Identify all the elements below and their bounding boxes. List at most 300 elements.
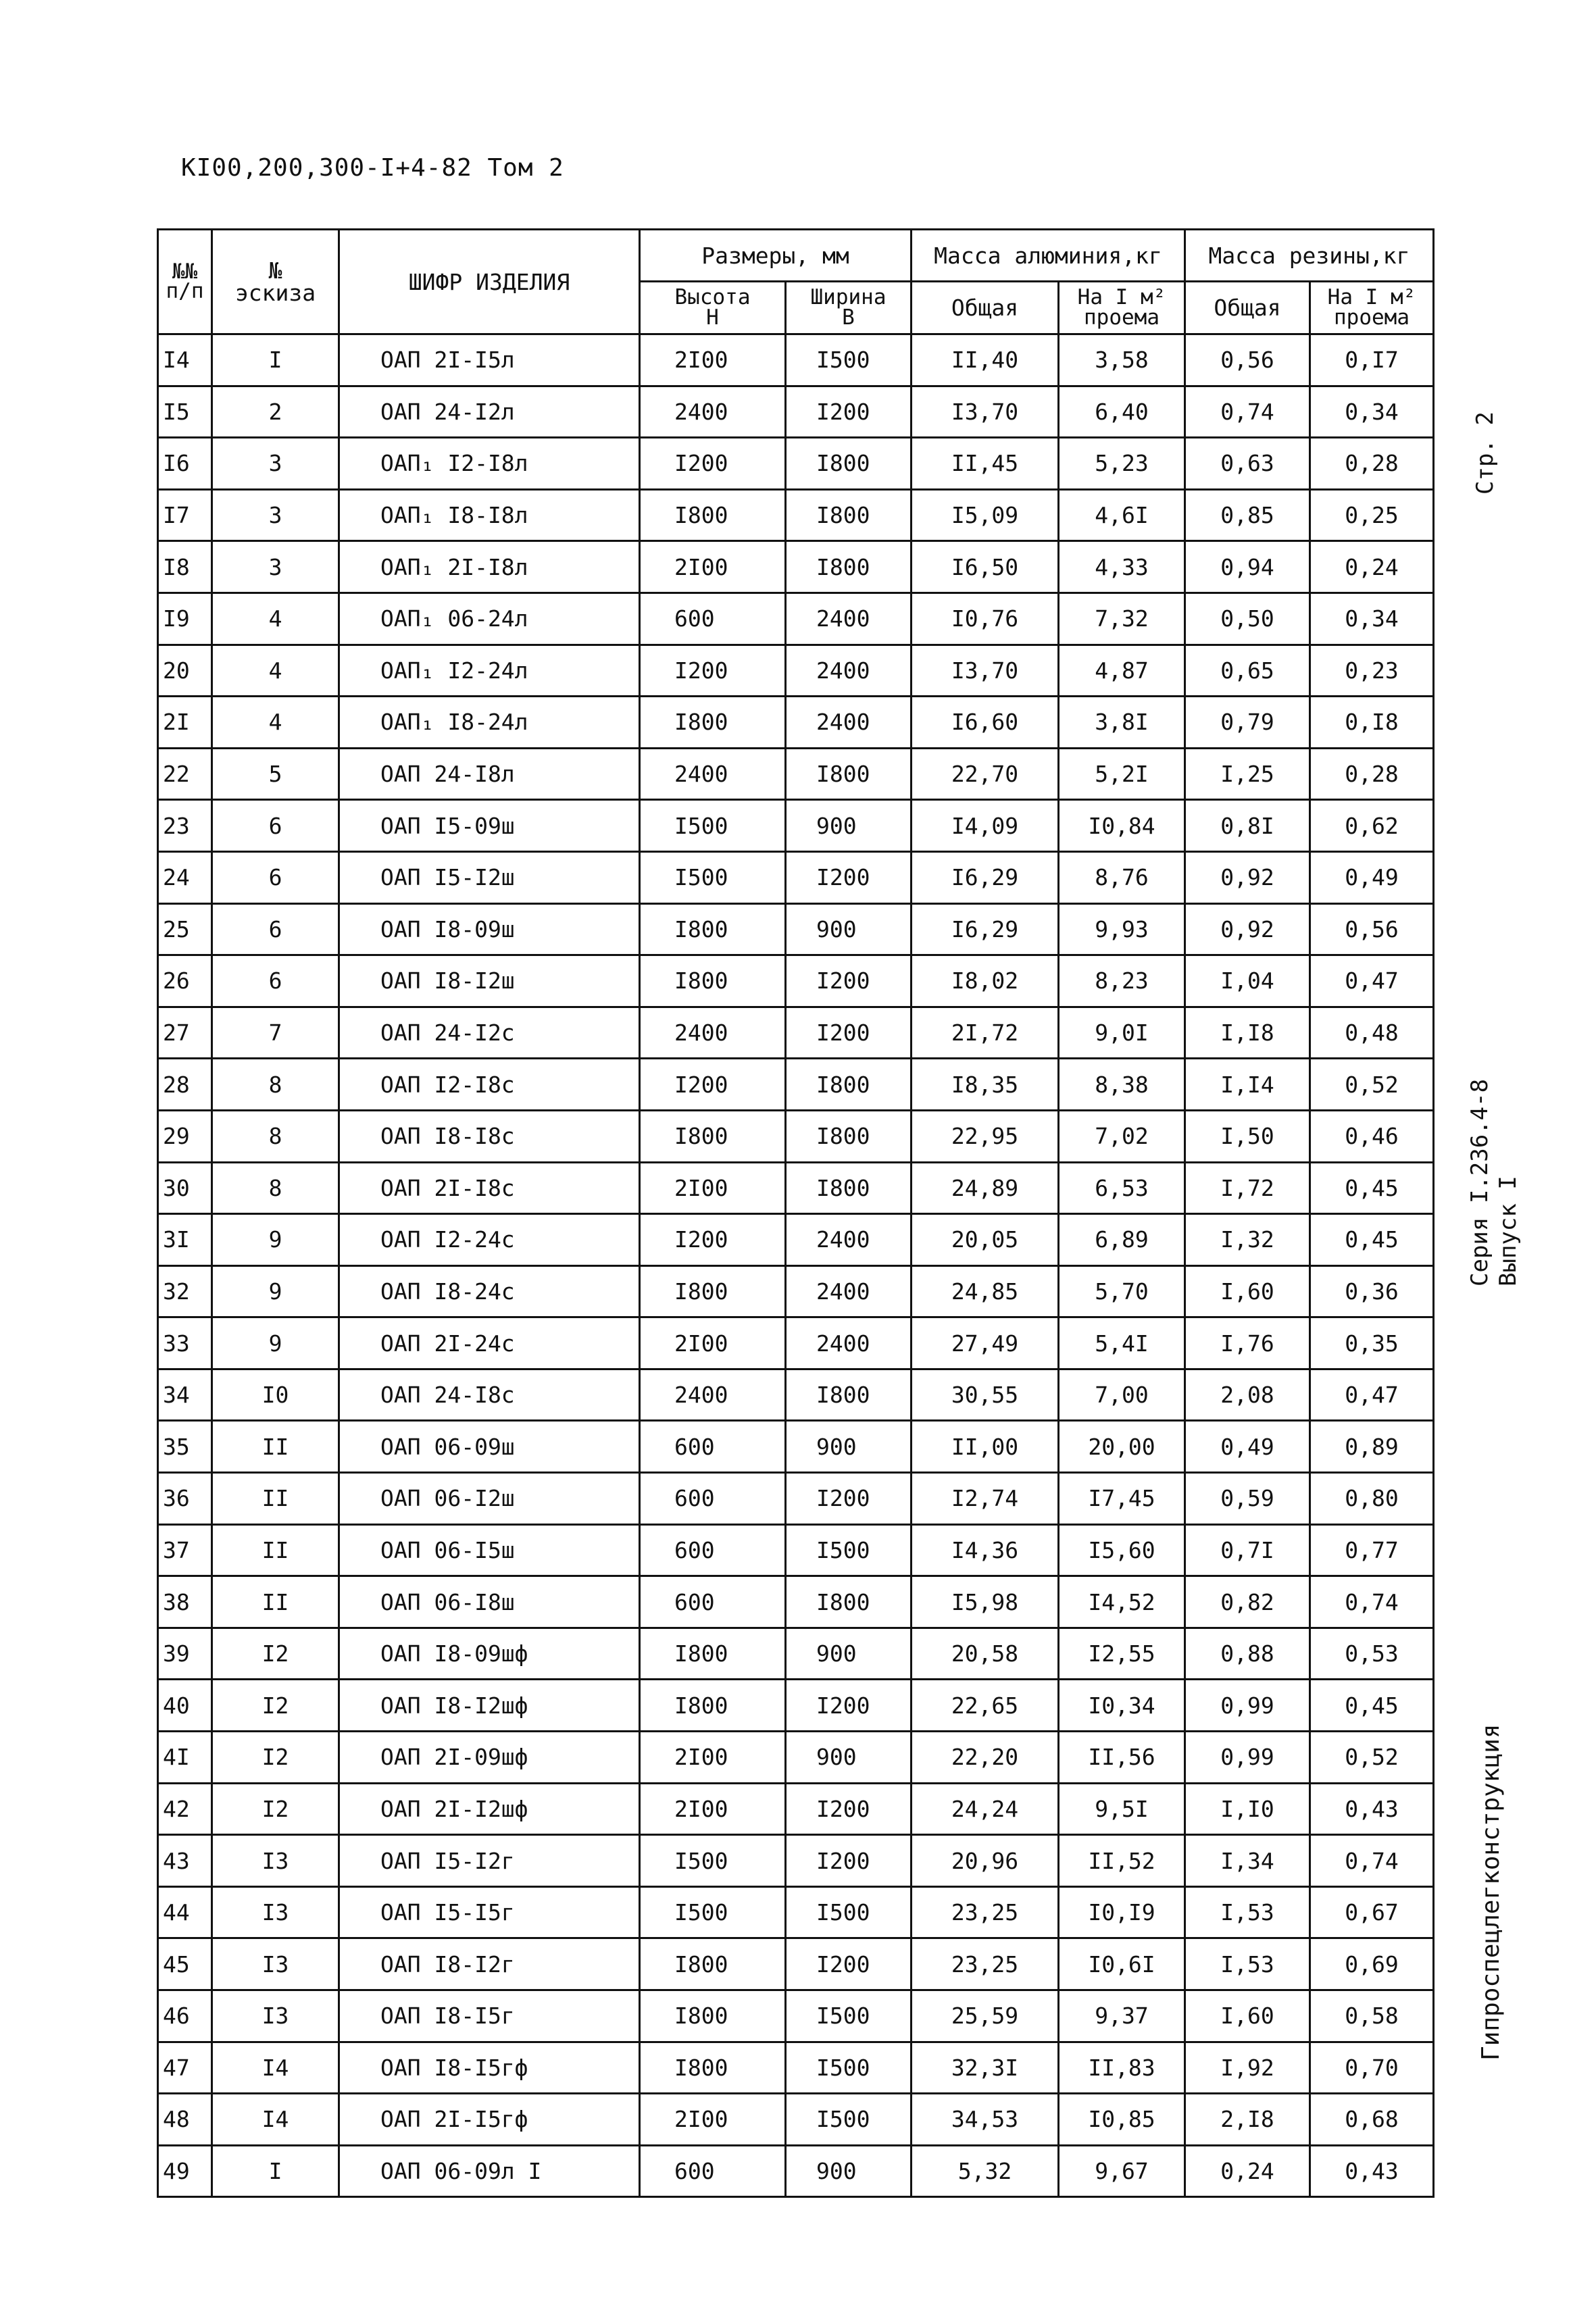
rubber-per-m2-cell: 0,74 [1310, 1576, 1434, 1628]
aluminium-total-cell: I4,09 [912, 800, 1059, 852]
rubber-total-cell: I,50 [1185, 1110, 1310, 1162]
width-value-cell: I500 [786, 2094, 912, 2146]
row-number-cell: I9 [158, 593, 212, 645]
width-value-cell: I500 [786, 1990, 912, 2042]
width-value-cell: I200 [786, 1835, 912, 1887]
table-row [158, 645, 1434, 697]
row-number-cell: 36 [158, 1473, 212, 1525]
product-code-cell: ОАП 2I-24с [339, 1317, 640, 1369]
product-code-cell: ОАП I5-I2ш [339, 851, 640, 903]
product-code-cell: ОАП I8-09шф [339, 1628, 640, 1680]
aluminium-total-cell: I5,09 [912, 489, 1059, 541]
row-number-cell: 27 [158, 1007, 212, 1059]
sketch-number-cell: 4 [212, 645, 339, 697]
table-row [158, 1110, 1434, 1162]
rubber-per-m2-cell: 0,25 [1310, 489, 1434, 541]
table-row [158, 1214, 1434, 1266]
row-number-cell: 34 [158, 1369, 212, 1421]
rubber-per-m2-cell: 0,28 [1310, 438, 1434, 490]
header-aluminium-per-m2-line1: На I м² [1077, 285, 1166, 310]
product-code-cell: ОАП I5-I2г [339, 1835, 640, 1887]
table-row [158, 903, 1434, 955]
width-value-cell: I500 [786, 1886, 912, 1938]
row-number-cell: 48 [158, 2094, 212, 2146]
aluminium-total-cell: I6,50 [912, 541, 1059, 593]
aluminium-per-m2-cell: 3,58 [1059, 334, 1185, 386]
height-value-cell: I500 [640, 851, 786, 903]
row-number-cell: 26 [158, 955, 212, 1007]
aluminium-total-cell: I3,70 [912, 386, 1059, 438]
rubber-total-cell: 0,59 [1185, 1473, 1310, 1525]
aluminium-per-m2-cell: II,56 [1059, 1732, 1185, 1784]
aluminium-total-cell: 22,70 [912, 748, 1059, 800]
rubber-total-cell: I,34 [1185, 1835, 1310, 1887]
aluminium-per-m2-cell: 20,00 [1059, 1421, 1185, 1473]
aluminium-per-m2-cell: I0,I9 [1059, 1886, 1185, 1938]
row-number-cell: 30 [158, 1162, 212, 1214]
product-code-cell: ОАП 06-I8ш [339, 1576, 640, 1628]
aluminium-total-cell: I6,29 [912, 903, 1059, 955]
height-value-cell: I800 [640, 1680, 786, 1732]
aluminium-total-cell: 24,89 [912, 1162, 1059, 1214]
aluminium-per-m2-cell: 9,5I [1059, 1783, 1185, 1835]
table-row [158, 1835, 1434, 1887]
table-row [158, 1628, 1434, 1680]
header-row-number-line1: №№ [172, 259, 198, 284]
height-value-cell: I800 [640, 1265, 786, 1317]
aluminium-total-cell: II,45 [912, 438, 1059, 490]
rubber-total-cell: 0,82 [1185, 1576, 1310, 1628]
product-code-cell: ОАП I8-I2ш [339, 955, 640, 1007]
rubber-per-m2-cell: 0,49 [1310, 851, 1434, 903]
height-value-cell: 2I00 [640, 1162, 786, 1214]
table-row [158, 800, 1434, 852]
height-value-cell: I200 [640, 645, 786, 697]
table-row [158, 1421, 1434, 1473]
product-code-cell: ОАП 06-I2ш [339, 1473, 640, 1525]
width-value-cell: I200 [786, 955, 912, 1007]
sketch-number-cell: 6 [212, 903, 339, 955]
header-height-line1: Высота [674, 285, 751, 310]
sketch-number-cell: I3 [212, 1990, 339, 2042]
width-value-cell: 900 [786, 2145, 912, 2197]
width-value-cell: I200 [786, 1783, 912, 1835]
table-row [158, 697, 1434, 749]
width-value-cell: I800 [786, 541, 912, 593]
header-row-number-line2: п/п [166, 279, 204, 303]
rubber-total-cell: I,32 [1185, 1214, 1310, 1266]
table-row [158, 489, 1434, 541]
rubber-total-cell: I,92 [1185, 2042, 1310, 2094]
product-code-cell: ОАП I8-I2г [339, 1938, 640, 1990]
series-label: Серия I.236.4-8 [1466, 1078, 1493, 1286]
aluminium-total-cell: 20,58 [912, 1628, 1059, 1680]
table-row [158, 1783, 1434, 1835]
product-code-cell: ОАП 24-I2с [339, 1007, 640, 1059]
table-row [158, 1524, 1434, 1576]
width-value-cell: I200 [786, 386, 912, 438]
sketch-number-cell: 9 [212, 1265, 339, 1317]
rubber-per-m2-cell: 0,28 [1310, 748, 1434, 800]
mass-table [157, 228, 1435, 2198]
rubber-total-cell: I,72 [1185, 1162, 1310, 1214]
width-value-cell: I800 [786, 1110, 912, 1162]
product-code-cell: ОАП 24-I8с [339, 1369, 640, 1421]
rubber-total-cell: I,53 [1185, 1938, 1310, 1990]
aluminium-total-cell: 23,25 [912, 1938, 1059, 1990]
width-value-cell: I800 [786, 748, 912, 800]
rubber-per-m2-cell: 0,56 [1310, 903, 1434, 955]
product-code-cell: ОАП I8-I5г [339, 1990, 640, 2042]
aluminium-total-cell: 22,95 [912, 1110, 1059, 1162]
aluminium-total-cell: 5,32 [912, 2145, 1059, 2197]
aluminium-total-cell: 27,49 [912, 1317, 1059, 1369]
height-value-cell: 600 [640, 1421, 786, 1473]
product-code-cell: ОАП I8-I8с [339, 1110, 640, 1162]
table-row [158, 1990, 1434, 2042]
rubber-per-m2-cell: 0,45 [1310, 1680, 1434, 1732]
product-code-cell: ОАП 24-I8л [339, 748, 640, 800]
sketch-number-cell: I2 [212, 1680, 339, 1732]
table-row [158, 334, 1434, 386]
rubber-total-cell: 0,99 [1185, 1732, 1310, 1784]
row-number-cell: 24 [158, 851, 212, 903]
rubber-total-cell: 0,92 [1185, 903, 1310, 955]
sketch-number-cell: 8 [212, 1162, 339, 1214]
width-value-cell: I800 [786, 1059, 912, 1111]
table-row [158, 1576, 1434, 1628]
aluminium-total-cell: 24,24 [912, 1783, 1059, 1835]
rubber-total-cell: 0,94 [1185, 541, 1310, 593]
aluminium-per-m2-cell: 9,93 [1059, 903, 1185, 955]
table-row [158, 1007, 1434, 1059]
row-number-cell: I4 [158, 334, 212, 386]
height-value-cell: 2I00 [640, 1732, 786, 1784]
header-height [640, 282, 786, 334]
table-row [158, 1732, 1434, 1784]
rubber-per-m2-cell: 0,I7 [1310, 334, 1434, 386]
table-row [158, 748, 1434, 800]
aluminium-per-m2-cell: 3,8I [1059, 697, 1185, 749]
aluminium-total-cell: I6,60 [912, 697, 1059, 749]
rubber-total-cell: I,25 [1185, 748, 1310, 800]
header-rubber-group: Масса резины,кг [1185, 230, 1434, 282]
product-code-cell: ОАП I8-I2шф [339, 1680, 640, 1732]
table-row [158, 1938, 1434, 1990]
height-value-cell: 2I00 [640, 1317, 786, 1369]
width-value-cell: I200 [786, 1938, 912, 1990]
aluminium-per-m2-cell: I7,45 [1059, 1473, 1185, 1525]
rubber-total-cell: 0,8I [1185, 800, 1310, 852]
aluminium-per-m2-cell: 9,0I [1059, 1007, 1185, 1059]
rubber-per-m2-cell: 0,36 [1310, 1265, 1434, 1317]
rubber-total-cell: 0,88 [1185, 1628, 1310, 1680]
rubber-per-m2-cell: 0,53 [1310, 1628, 1434, 1680]
aluminium-per-m2-cell: 7,32 [1059, 593, 1185, 645]
height-value-cell: I500 [640, 1835, 786, 1887]
page-number: Стр. 2 [1472, 411, 1499, 495]
header-product-code: ШИФР ИЗДЕЛИЯ [339, 230, 640, 334]
product-code-cell: ОАП I8-24с [339, 1265, 640, 1317]
table-row [158, 438, 1434, 490]
sketch-number-cell: 9 [212, 1317, 339, 1369]
aluminium-per-m2-cell: I0,34 [1059, 1680, 1185, 1732]
rubber-total-cell: 0,92 [1185, 851, 1310, 903]
height-value-cell: 600 [640, 1473, 786, 1525]
product-code-cell: ОАП 24-I2л [339, 386, 640, 438]
height-value-cell: 600 [640, 2145, 786, 2197]
aluminium-total-cell: I3,70 [912, 645, 1059, 697]
aluminium-per-m2-cell: 6,89 [1059, 1214, 1185, 1266]
aluminium-total-cell: I8,35 [912, 1059, 1059, 1111]
header-rubber-per-m2-line2: проема [1334, 305, 1410, 330]
width-value-cell: 2400 [786, 1317, 912, 1369]
height-value-cell: I800 [640, 903, 786, 955]
header-row-number [158, 230, 212, 334]
rubber-total-cell: I,I0 [1185, 1783, 1310, 1835]
table-row [158, 386, 1434, 438]
row-number-cell: 46 [158, 1990, 212, 2042]
height-value-cell: I800 [640, 489, 786, 541]
aluminium-total-cell: 24,85 [912, 1265, 1059, 1317]
header-sketch-line2: эскиза [234, 280, 316, 306]
width-value-cell: I800 [786, 438, 912, 490]
width-value-cell: 900 [786, 1628, 912, 1680]
sketch-number-cell: 8 [212, 1110, 339, 1162]
row-number-cell: 32 [158, 1265, 212, 1317]
product-code-cell: ОАП I2-24с [339, 1214, 640, 1266]
aluminium-per-m2-cell: 8,23 [1059, 955, 1185, 1007]
product-code-cell: ОАП I8-09ш [339, 903, 640, 955]
table-row [158, 2042, 1434, 2094]
rubber-per-m2-cell: 0,24 [1310, 541, 1434, 593]
height-value-cell: 2I00 [640, 1783, 786, 1835]
sketch-number-cell: I2 [212, 1732, 339, 1784]
aluminium-per-m2-cell: 4,6I [1059, 489, 1185, 541]
product-code-cell: ОАП 2I-I2шф [339, 1783, 640, 1835]
width-value-cell: 2400 [786, 1214, 912, 1266]
table-row [158, 2094, 1434, 2146]
rubber-total-cell: I,I8 [1185, 1007, 1310, 1059]
product-code-cell: ОАП I2-I8с [339, 1059, 640, 1111]
height-value-cell: 2400 [640, 1369, 786, 1421]
aluminium-per-m2-cell: I0,85 [1059, 2094, 1185, 2146]
aluminium-per-m2-cell: I0,84 [1059, 800, 1185, 852]
rubber-per-m2-cell: 0,89 [1310, 1421, 1434, 1473]
height-value-cell: I800 [640, 1628, 786, 1680]
row-number-cell: 35 [158, 1421, 212, 1473]
aluminium-total-cell: 30,55 [912, 1369, 1059, 1421]
rubber-per-m2-cell: 0,I8 [1310, 697, 1434, 749]
rubber-per-m2-cell: 0,70 [1310, 2042, 1434, 2094]
row-number-cell: 33 [158, 1317, 212, 1369]
rubber-total-cell: 0,63 [1185, 438, 1310, 490]
width-value-cell: I500 [786, 1524, 912, 1576]
width-value-cell: 900 [786, 1732, 912, 1784]
header-sketch-number [212, 230, 339, 334]
width-value-cell: I200 [786, 851, 912, 903]
width-value-cell: I500 [786, 334, 912, 386]
sketch-number-cell: I4 [212, 2094, 339, 2146]
product-code-cell: ОАП 2I-I5гф [339, 2094, 640, 2146]
height-value-cell: I200 [640, 1059, 786, 1111]
row-number-cell: 2I [158, 697, 212, 749]
aluminium-per-m2-cell: 5,4I [1059, 1317, 1185, 1369]
rubber-total-cell: 0,50 [1185, 593, 1310, 645]
table-row [158, 541, 1434, 593]
aluminium-per-m2-cell: II,52 [1059, 1835, 1185, 1887]
rubber-per-m2-cell: 0,68 [1310, 2094, 1434, 2146]
sketch-number-cell: 6 [212, 955, 339, 1007]
aluminium-total-cell: I0,76 [912, 593, 1059, 645]
sketch-number-cell: II [212, 1421, 339, 1473]
rubber-per-m2-cell: 0,77 [1310, 1524, 1434, 1576]
aluminium-total-cell: 20,96 [912, 1835, 1059, 1887]
aluminium-total-cell: 2I,72 [912, 1007, 1059, 1059]
header-aluminium-group: Масса алюминия,кг [912, 230, 1185, 282]
sketch-number-cell: 3 [212, 541, 339, 593]
row-number-cell: I6 [158, 438, 212, 490]
aluminium-per-m2-cell: I5,60 [1059, 1524, 1185, 1576]
product-code-cell: ОАП I8-I5гф [339, 2042, 640, 2094]
height-value-cell: 600 [640, 1524, 786, 1576]
height-value-cell: I800 [640, 697, 786, 749]
rubber-per-m2-cell: 0,67 [1310, 1886, 1434, 1938]
organization-label: Гипроспецлегконструкция [1477, 1724, 1505, 2061]
rubber-total-cell: 0,56 [1185, 334, 1310, 386]
aluminium-per-m2-cell: 4,33 [1059, 541, 1185, 593]
aluminium-total-cell: 22,65 [912, 1680, 1059, 1732]
rubber-total-cell: 2,I8 [1185, 2094, 1310, 2146]
width-value-cell: I200 [786, 1007, 912, 1059]
aluminium-per-m2-cell: 6,40 [1059, 386, 1185, 438]
table-row [158, 1317, 1434, 1369]
table-row [158, 1886, 1434, 1938]
rubber-total-cell: 0,74 [1185, 386, 1310, 438]
table-row [158, 851, 1434, 903]
sketch-number-cell: 6 [212, 851, 339, 903]
sketch-number-cell: I3 [212, 1938, 339, 1990]
sketch-number-cell: 4 [212, 593, 339, 645]
rubber-total-cell: I,76 [1185, 1317, 1310, 1369]
product-code-cell: ОАП₁ I8-24л [339, 697, 640, 749]
rubber-per-m2-cell: 0,34 [1310, 386, 1434, 438]
row-number-cell: 4I [158, 1732, 212, 1784]
sketch-number-cell: II [212, 1524, 339, 1576]
aluminium-total-cell: II,40 [912, 334, 1059, 386]
width-value-cell: I200 [786, 1473, 912, 1525]
rubber-per-m2-cell: 0,35 [1310, 1317, 1434, 1369]
aluminium-per-m2-cell: 5,23 [1059, 438, 1185, 490]
aluminium-total-cell: II,00 [912, 1421, 1059, 1473]
row-number-cell: 43 [158, 1835, 212, 1887]
height-value-cell: I800 [640, 2042, 786, 2094]
rubber-total-cell: 0,7I [1185, 1524, 1310, 1576]
product-code-cell: ОАП I5-09ш [339, 800, 640, 852]
rubber-per-m2-cell: 0,47 [1310, 1369, 1434, 1421]
product-code-cell: ОАП 2I-I5л [339, 334, 640, 386]
rubber-per-m2-cell: 0,23 [1310, 645, 1434, 697]
aluminium-per-m2-cell: II,83 [1059, 2042, 1185, 2094]
row-number-cell: 20 [158, 645, 212, 697]
header-rubber-per-m2-line1: На I м² [1327, 285, 1416, 310]
width-value-cell: 2400 [786, 697, 912, 749]
rubber-total-cell: 0,49 [1185, 1421, 1310, 1473]
rubber-per-m2-cell: 0,52 [1310, 1059, 1434, 1111]
height-value-cell: 2400 [640, 748, 786, 800]
height-value-cell: I800 [640, 1938, 786, 1990]
width-value-cell: I800 [786, 1162, 912, 1214]
sketch-number-cell: II [212, 1473, 339, 1525]
rubber-per-m2-cell: 0,48 [1310, 1007, 1434, 1059]
table-row [158, 1265, 1434, 1317]
rubber-total-cell: 0,24 [1185, 2145, 1310, 2197]
header-aluminium-total: Общая [912, 282, 1059, 334]
aluminium-total-cell: I6,29 [912, 851, 1059, 903]
product-code-cell: ОАП 06-I5ш [339, 1524, 640, 1576]
width-value-cell: I800 [786, 1369, 912, 1421]
sketch-number-cell: I [212, 334, 339, 386]
rubber-per-m2-cell: 0,74 [1310, 1835, 1434, 1887]
table-row [158, 1369, 1434, 1421]
row-number-cell: 44 [158, 1886, 212, 1938]
header-width-line1: Ширина [810, 285, 887, 310]
width-value-cell: I200 [786, 1680, 912, 1732]
height-value-cell: 2I00 [640, 541, 786, 593]
product-code-cell: ОАП₁ I2-24л [339, 645, 640, 697]
width-value-cell: 2400 [786, 593, 912, 645]
aluminium-per-m2-cell: 4,87 [1059, 645, 1185, 697]
sketch-number-cell: I [212, 2145, 339, 2197]
sketch-number-cell: I3 [212, 1886, 339, 1938]
row-number-cell: 39 [158, 1628, 212, 1680]
height-value-cell: I800 [640, 955, 786, 1007]
row-number-cell: I5 [158, 386, 212, 438]
sketch-number-cell: I3 [212, 1835, 339, 1887]
aluminium-per-m2-cell: 7,02 [1059, 1110, 1185, 1162]
row-number-cell: 22 [158, 748, 212, 800]
product-code-cell: ОАП 2I-I8с [339, 1162, 640, 1214]
aluminium-total-cell: 34,53 [912, 2094, 1059, 2146]
width-value-cell: 900 [786, 800, 912, 852]
document-code: КI00,200,300-I+4-82 Том 2 [181, 154, 564, 182]
rubber-total-cell: 2,08 [1185, 1369, 1310, 1421]
aluminium-per-m2-cell: 5,2I [1059, 748, 1185, 800]
rubber-per-m2-cell: 0,34 [1310, 593, 1434, 645]
rubber-total-cell: 0,85 [1185, 489, 1310, 541]
aluminium-total-cell: 23,25 [912, 1886, 1059, 1938]
table-row [158, 1059, 1434, 1111]
rubber-per-m2-cell: 0,45 [1310, 1162, 1434, 1214]
table-row [158, 1680, 1434, 1732]
rubber-per-m2-cell: 0,47 [1310, 955, 1434, 1007]
row-number-cell: 28 [158, 1059, 212, 1111]
product-code-cell: ОАП₁ 2I-I8л [339, 541, 640, 593]
height-value-cell: 600 [640, 593, 786, 645]
row-number-cell: 23 [158, 800, 212, 852]
row-number-cell: 47 [158, 2042, 212, 2094]
rubber-per-m2-cell: 0,69 [1310, 1938, 1434, 1990]
aluminium-per-m2-cell: I2,55 [1059, 1628, 1185, 1680]
sketch-number-cell: I0 [212, 1369, 339, 1421]
rubber-total-cell: 0,65 [1185, 645, 1310, 697]
height-value-cell: 2400 [640, 386, 786, 438]
row-number-cell: I7 [158, 489, 212, 541]
sketch-number-cell: 3 [212, 438, 339, 490]
aluminium-total-cell: I5,98 [912, 1576, 1059, 1628]
sketch-number-cell: I2 [212, 1783, 339, 1835]
table-row [158, 1162, 1434, 1214]
